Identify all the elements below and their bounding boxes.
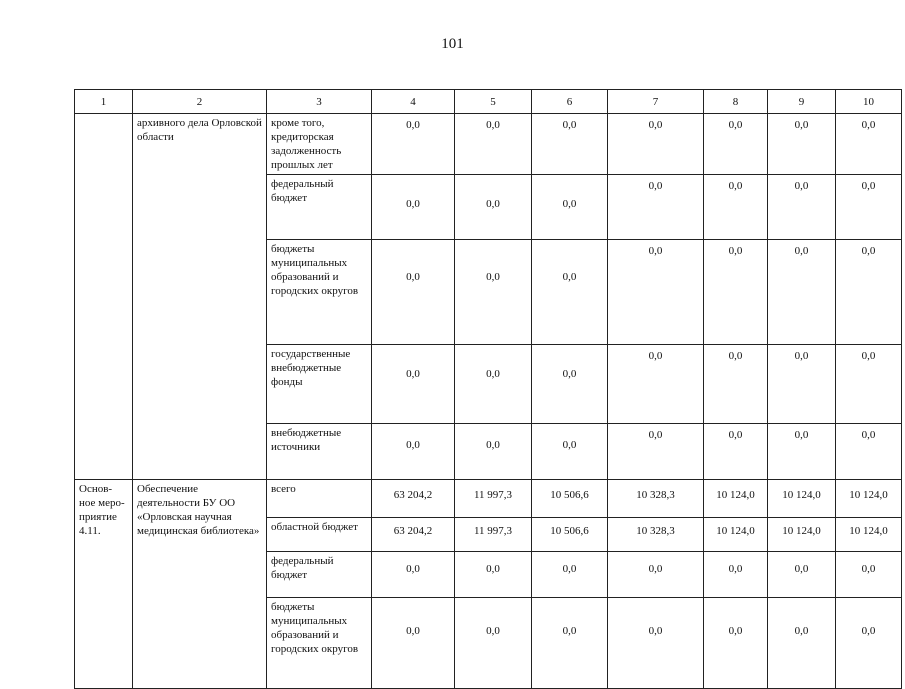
value-cell: 0,0 [704, 598, 768, 689]
header-col-5: 5 [455, 90, 532, 114]
value-cell: 0,0 [608, 345, 704, 424]
value-cell: 0,0 [836, 345, 902, 424]
value-cell: 0,0 [532, 598, 608, 689]
value-cell: 0,0 [836, 114, 902, 175]
value-cell: 0,0 [372, 598, 455, 689]
value-cell: 11 997,3 [455, 480, 532, 518]
value-cell: 0,0 [704, 345, 768, 424]
row-label: всего [267, 480, 372, 518]
value-cell: 63 204,2 [372, 480, 455, 518]
block2-event-name: Обеспечение деятельности БУ ОО «Орловская научная медицинская библиотека» [133, 480, 267, 689]
value-cell: 10 506,6 [532, 480, 608, 518]
value-cell: 0,0 [455, 114, 532, 175]
value-cell: 0,0 [455, 552, 532, 598]
block1-event-name: архивного дела Орловской области [133, 114, 267, 480]
value-cell: 0,0 [768, 424, 836, 480]
value-cell: 0,0 [372, 175, 455, 240]
value-cell: 10 124,0 [704, 480, 768, 518]
value-cell: 0,0 [608, 175, 704, 240]
value-cell: 0,0 [704, 424, 768, 480]
table-row [75, 480, 902, 518]
value-cell: 63 204,2 [372, 518, 455, 552]
header-col-4: 4 [372, 90, 455, 114]
header-col-9: 9 [768, 90, 836, 114]
header-col-6: 6 [532, 90, 608, 114]
value-cell: 0,0 [768, 598, 836, 689]
value-cell: 0,0 [768, 345, 836, 424]
row-label: внебюджетные источники [267, 424, 372, 480]
header-row [75, 90, 902, 114]
value-cell: 0,0 [372, 345, 455, 424]
row-label: федеральный бюджет [267, 552, 372, 598]
value-cell: 0,0 [455, 240, 532, 345]
row-label: государственные внебюджетные фонды [267, 345, 372, 424]
row-label: областной бюджет [267, 518, 372, 552]
value-cell: 0,0 [836, 598, 902, 689]
value-cell: 0,0 [372, 114, 455, 175]
block1-col1 [75, 114, 133, 480]
value-cell: 0,0 [455, 175, 532, 240]
header-col-1: 1 [75, 90, 133, 114]
page-number: 101 [441, 36, 464, 52]
value-cell: 0,0 [768, 240, 836, 345]
budget-table [74, 89, 902, 689]
value-cell: 0,0 [372, 552, 455, 598]
header-col-8: 8 [704, 90, 768, 114]
value-cell: 0,0 [836, 552, 902, 598]
value-cell: 0,0 [608, 598, 704, 689]
value-cell: 0,0 [608, 552, 704, 598]
row-label: кроме того, кредиторская задолженность прошлых лет [267, 114, 372, 175]
header-col-3: 3 [267, 90, 372, 114]
row-label: федеральный бюджет [267, 175, 372, 240]
value-cell: 0,0 [608, 240, 704, 345]
row-label: бюджеты муниципальных образований и городских округов [267, 598, 372, 689]
value-cell: 0,0 [532, 175, 608, 240]
value-cell: 10 124,0 [768, 480, 836, 518]
value-cell: 11 997,3 [455, 518, 532, 552]
value-cell: 10 124,0 [768, 518, 836, 552]
value-cell: 0,0 [455, 598, 532, 689]
value-cell: 0,0 [532, 240, 608, 345]
value-cell: 10 506,6 [532, 518, 608, 552]
value-cell: 0,0 [704, 114, 768, 175]
value-cell: 0,0 [372, 240, 455, 345]
value-cell: 0,0 [532, 114, 608, 175]
value-cell: 0,0 [532, 345, 608, 424]
value-cell: 0,0 [455, 424, 532, 480]
value-cell: 10 124,0 [836, 480, 902, 518]
value-cell: 0,0 [768, 552, 836, 598]
block2-measure-id: Основ-ное меро-приятие 4.11. [75, 480, 133, 689]
value-cell: 10 124,0 [704, 518, 768, 552]
header-col-2: 2 [133, 90, 267, 114]
value-cell: 0,0 [532, 424, 608, 480]
row-label: бюджеты муниципальных образований и городских округов [267, 240, 372, 345]
value-cell: 0,0 [836, 175, 902, 240]
value-cell: 0,0 [836, 424, 902, 480]
value-cell: 0,0 [372, 424, 455, 480]
value-cell: 0,0 [768, 175, 836, 240]
value-cell: 0,0 [455, 345, 532, 424]
header-col-10: 10 [836, 90, 902, 114]
header-col-7: 7 [608, 90, 704, 114]
value-cell: 10 124,0 [836, 518, 902, 552]
value-cell: 10 328,3 [608, 480, 704, 518]
value-cell: 0,0 [608, 114, 704, 175]
table-row [75, 114, 902, 175]
value-cell: 0,0 [704, 240, 768, 345]
value-cell: 0,0 [704, 552, 768, 598]
value-cell: 0,0 [768, 114, 836, 175]
value-cell: 10 328,3 [608, 518, 704, 552]
value-cell: 0,0 [836, 240, 902, 345]
value-cell: 0,0 [608, 424, 704, 480]
value-cell: 0,0 [704, 175, 768, 240]
value-cell: 0,0 [532, 552, 608, 598]
